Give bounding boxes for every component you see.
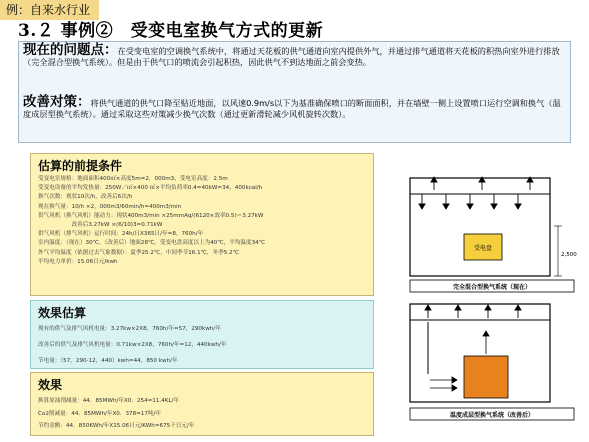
upper-switchboard-label: 受电盘 [473, 245, 493, 252]
estimate-line: 现有的供气及排气风机电量：3.27kw×2X8，760h/年=57，290kwh/年 [38, 326, 221, 332]
lower-switchboard [464, 356, 508, 398]
effect-box [30, 372, 374, 436]
premise-line: 外气平均温度（依据过去气象数据）：夏季25.2℃，中间季节16.1℃，冬季5.2℃ [38, 249, 239, 256]
effect-line: 换算原油削减量：44．85MWh/年X0．254=11.4KL/年 [38, 398, 180, 404]
premise-box [30, 153, 374, 296]
estimate-lines [38, 321, 369, 369]
issue-heading: 现在的问题点： [23, 42, 118, 58]
problem-solution-panel [18, 41, 571, 143]
fix-text: 将供气通道的供气口降至贴近地面，以风速0.9m/s以下为基准确保喷口的断面面积，并在墙壁一侧上设置喷口运行空调和换气（温度成层型换气系统）。通过采取这些对策减少换气次数（通过更新滑轮减少风机旋转次数）。 [23, 98, 561, 120]
premise-line: 受变电室规格：地面面积400㎡×高度5m=2，000m3，受电室高度：2.5m [38, 176, 228, 182]
fix-section [23, 94, 568, 121]
upper-room-outline [410, 178, 550, 276]
premise-line: 供气风机（换气风机）能动力：现状400m3/min ×25mmAq/(6120×效率0.5)＝3.27kW [38, 212, 264, 219]
effect-heading: 效果 [38, 378, 63, 392]
effect-line: Co2削减量：44．85MWh/年X0．378=17吨/年 [38, 410, 162, 417]
premise-line: 室内温度：（现在）30℃，（改善后）地面28℃，受变电盘高度以上为40℃，平均温度34℃ [38, 240, 266, 247]
ventilation-diagram [398, 168, 584, 438]
effect-lines [38, 395, 369, 433]
estimate-line: 节电量：（57，290-12，440）kwh=44，850 kwh/年 [38, 358, 178, 364]
estimate-heading: 效果估算 [38, 306, 87, 320]
issue-section [23, 42, 568, 69]
premise-line: 现在换气量：10/h ×2，000m3/60min/h=400m3/min [38, 203, 182, 210]
effect-line: 节约金额：44．850KWh/年X15.06日元/KWh=675千日元/年 [38, 423, 195, 429]
premise-heading: 估算的前提条件 [38, 159, 123, 173]
fix-heading: 改善对策： [23, 94, 91, 110]
dimension-label: 2,500 [561, 252, 577, 258]
premise-line: 改善后3.27kW ×(6/10)3=0.71kW [38, 222, 163, 229]
issue-text: 在受变电室的空调换气系统中，将通过天花板的供气通道向室内提供外气，并通过排气通道将天花板的积热向室外进行排放（完全混合型换气系统）。但是由于供气口的喷流会引起积热，因此供气不到达地面之前会变热。 [23, 46, 560, 68]
premise-line: 换气次数：现状10次/h，改善后6次/h [38, 194, 133, 201]
estimate-line: 改善后的供气及排气风机电量：0.71kw×2X8，760h/年=12，440kwh/年 [38, 342, 227, 348]
premise-lines [38, 175, 369, 267]
lower-caption: 温度成层型换气系统（改善后） [449, 412, 535, 419]
upper-caption: 完全混合型换气系统（现在） [452, 284, 532, 291]
estimate-box [30, 300, 374, 369]
premise-line: 受变电设备的平均发热量：250W／㎡×400 ㎡×平均负荷率0.4=40kW=34，400kcal/h [38, 185, 263, 192]
premise-line: 平均电力单价：15.06日元/kwh [38, 258, 118, 265]
category-tag: 例：自来水行业 [0, 0, 99, 20]
page-title: 3.２ 事例② 受变电室换气方式的更新 [18, 21, 324, 41]
premise-line: 供气风机（排气风机）运行时间：24h/日X365日/年=8，760h/年 [38, 231, 204, 238]
